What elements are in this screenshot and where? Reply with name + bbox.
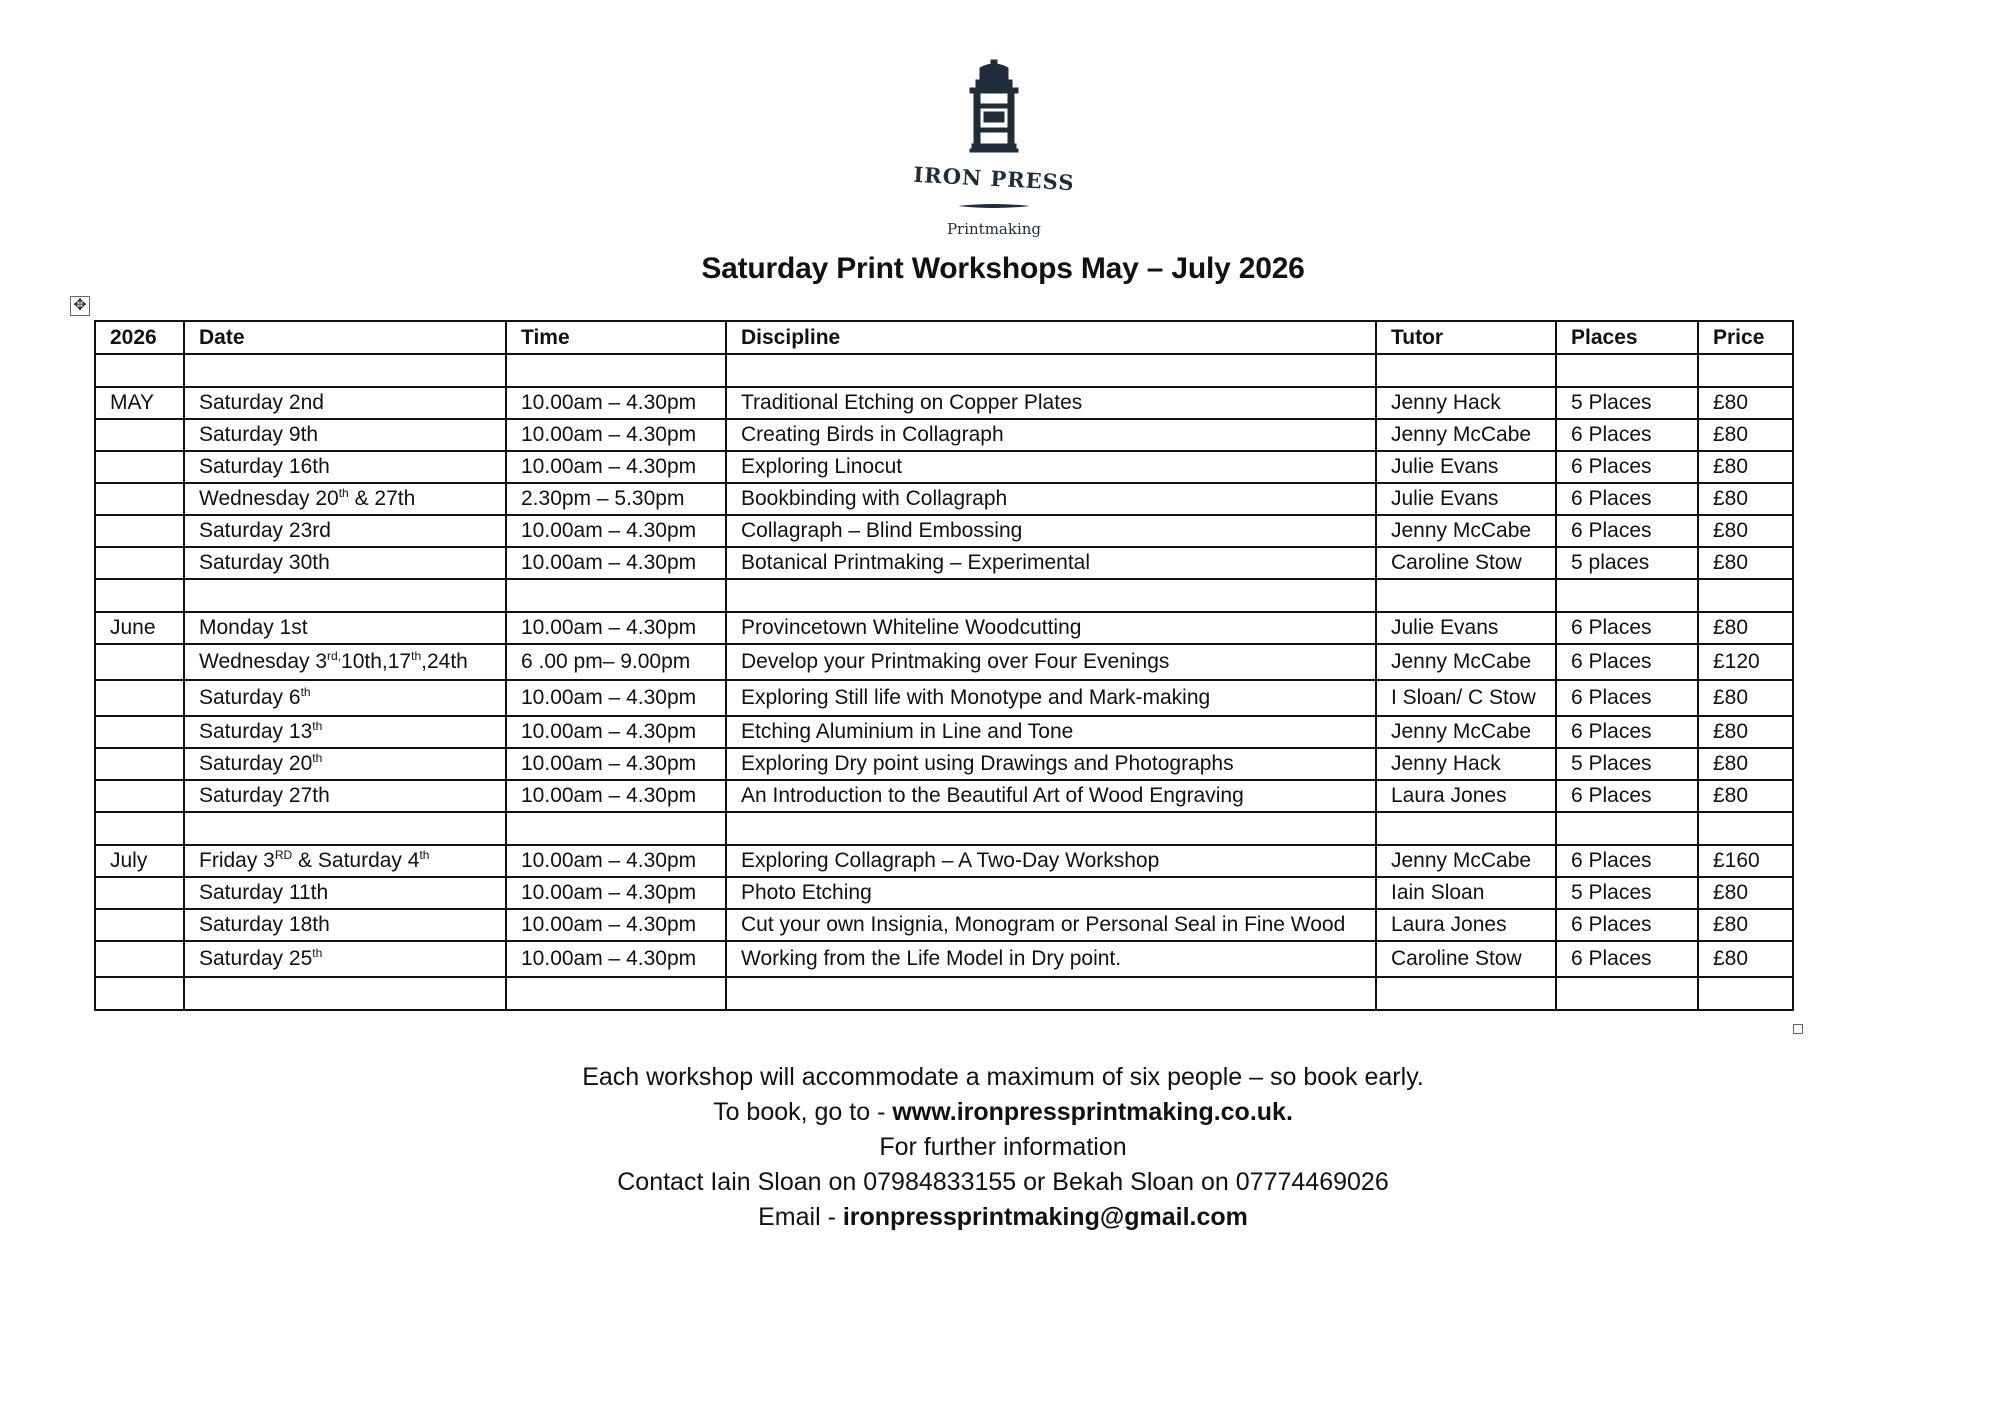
cell-time: 10.00am – 4.30pm bbox=[506, 419, 726, 451]
cell-places: 6 Places bbox=[1556, 845, 1698, 877]
empty-cell bbox=[1698, 579, 1793, 612]
spacer-row bbox=[95, 812, 1793, 845]
cell-time: 10.00am – 4.30pm bbox=[506, 612, 726, 644]
cell-discipline: Creating Birds in Collagraph bbox=[726, 419, 1376, 451]
workshop-schedule-table bbox=[94, 320, 1794, 1011]
cell-price: £160 bbox=[1698, 845, 1793, 877]
cell-date: Saturday 16th bbox=[184, 451, 506, 483]
empty-cell bbox=[726, 977, 1376, 1010]
cell-tutor: Jenny McCabe bbox=[1376, 419, 1556, 451]
cell-date: Saturday 11th bbox=[184, 877, 506, 909]
cell-price: £80 bbox=[1698, 680, 1793, 716]
cell-time: 6 .00 pm– 9.00pm bbox=[506, 644, 726, 680]
table-header-row bbox=[95, 321, 1793, 354]
cell-month bbox=[95, 909, 184, 941]
logo-name: IRON PRESS bbox=[912, 161, 1076, 196]
cell-price: £80 bbox=[1698, 716, 1793, 748]
cell-price: £80 bbox=[1698, 877, 1793, 909]
empty-cell bbox=[95, 354, 184, 387]
table-row bbox=[95, 612, 1793, 644]
cell-date: Saturday 25th bbox=[184, 941, 506, 977]
empty-cell bbox=[726, 354, 1376, 387]
empty-cell bbox=[506, 579, 726, 612]
footer-booking-line bbox=[0, 1095, 2006, 1130]
cell-time: 10.00am – 4.30pm bbox=[506, 716, 726, 748]
cell-discipline: Exploring Linocut bbox=[726, 451, 1376, 483]
table-row bbox=[95, 909, 1793, 941]
footer-capacity-note: Each workshop will accommodate a maximum of six people – so book early. bbox=[582, 1063, 1424, 1091]
empty-cell bbox=[726, 812, 1376, 845]
table-move-handle-icon[interactable]: ✥ bbox=[70, 296, 90, 316]
cell-time: 10.00am – 4.30pm bbox=[506, 909, 726, 941]
cell-tutor: I Sloan/ C Stow bbox=[1376, 680, 1556, 716]
cell-month: June bbox=[95, 612, 184, 644]
empty-cell bbox=[1376, 977, 1556, 1010]
empty-cell bbox=[506, 354, 726, 387]
booking-prefix: To book, go to - bbox=[713, 1098, 893, 1126]
cell-tutor: Caroline Stow bbox=[1376, 547, 1556, 579]
cell-price: £120 bbox=[1698, 644, 1793, 680]
cell-places: 5 Places bbox=[1556, 748, 1698, 780]
cell-places: 6 Places bbox=[1556, 941, 1698, 977]
cell-time: 10.00am – 4.30pm bbox=[506, 387, 726, 419]
cell-tutor: Jenny Hack bbox=[1376, 748, 1556, 780]
cell-price: £80 bbox=[1698, 748, 1793, 780]
cell-time: 10.00am – 4.30pm bbox=[506, 877, 726, 909]
cell-price: £80 bbox=[1698, 780, 1793, 812]
table-row bbox=[95, 941, 1793, 977]
footer-contact-phones: Contact Iain Sloan on 07984833155 or Bekah Sloan on 07774469026 bbox=[617, 1168, 1389, 1196]
cell-price: £80 bbox=[1698, 483, 1793, 515]
header-discipline: Discipline bbox=[726, 321, 1376, 354]
cell-tutor: Iain Sloan bbox=[1376, 877, 1556, 909]
table-row bbox=[95, 716, 1793, 748]
cell-discipline: Collagraph – Blind Embossing bbox=[726, 515, 1376, 547]
cell-month bbox=[95, 451, 184, 483]
cell-price: £80 bbox=[1698, 515, 1793, 547]
cell-tutor: Jenny McCabe bbox=[1376, 515, 1556, 547]
email-prefix: Email - bbox=[758, 1203, 843, 1231]
cell-date: Saturday 18th bbox=[184, 909, 506, 941]
cell-tutor: Jenny McCabe bbox=[1376, 716, 1556, 748]
cell-places: 5 Places bbox=[1556, 877, 1698, 909]
cell-time: 10.00am – 4.30pm bbox=[506, 515, 726, 547]
cell-date: Saturday 6th bbox=[184, 680, 506, 716]
cell-places: 6 Places bbox=[1556, 483, 1698, 515]
iron-press-logo bbox=[896, 58, 1092, 244]
cell-month: July bbox=[95, 845, 184, 877]
footer-further-info: For further information bbox=[879, 1133, 1127, 1161]
cell-month bbox=[95, 680, 184, 716]
cell-places: 6 Places bbox=[1556, 909, 1698, 941]
table-row bbox=[95, 680, 1793, 716]
cell-price: £80 bbox=[1698, 547, 1793, 579]
cell-discipline: Etching Aluminium in Line and Tone bbox=[726, 716, 1376, 748]
table-row bbox=[95, 877, 1793, 909]
cell-places: 6 Places bbox=[1556, 451, 1698, 483]
empty-cell bbox=[1698, 354, 1793, 387]
cell-places: 6 Places bbox=[1556, 716, 1698, 748]
table-row bbox=[95, 780, 1793, 812]
cell-discipline: Botanical Printmaking – Experimental bbox=[726, 547, 1376, 579]
table-row bbox=[95, 845, 1793, 877]
table-row bbox=[95, 483, 1793, 515]
cell-month: MAY bbox=[95, 387, 184, 419]
empty-cell bbox=[726, 579, 1376, 612]
empty-cell bbox=[184, 812, 506, 845]
cell-time: 10.00am – 4.30pm bbox=[506, 780, 726, 812]
cell-date: Saturday 20th bbox=[184, 748, 506, 780]
cell-places: 5 Places bbox=[1556, 387, 1698, 419]
table-body bbox=[95, 354, 1793, 1010]
cell-discipline: Exploring Still life with Monotype and Mark-making bbox=[726, 680, 1376, 716]
email-link[interactable]: ironpressprintmaking@gmail.com bbox=[842, 1203, 1248, 1231]
header-year: 2026 bbox=[95, 321, 184, 354]
cell-date: Monday 1st bbox=[184, 612, 506, 644]
cell-tutor: Laura Jones bbox=[1376, 780, 1556, 812]
table-row bbox=[95, 748, 1793, 780]
empty-cell bbox=[184, 579, 506, 612]
cell-month bbox=[95, 483, 184, 515]
printing-press-icon bbox=[896, 58, 1092, 168]
booking-website-link[interactable]: www.ironpressprintmaking.co.uk. bbox=[892, 1098, 1293, 1126]
header-date: Date bbox=[184, 321, 506, 354]
empty-cell bbox=[1698, 977, 1793, 1010]
table-row bbox=[95, 644, 1793, 680]
cell-month bbox=[95, 547, 184, 579]
cell-discipline: An Introduction to the Beautiful Art of Wood Engraving bbox=[726, 780, 1376, 812]
empty-cell bbox=[184, 977, 506, 1010]
table-resize-handle[interactable] bbox=[1793, 1024, 1803, 1034]
cell-places: 6 Places bbox=[1556, 419, 1698, 451]
cell-time: 10.00am – 4.30pm bbox=[506, 748, 726, 780]
empty-cell bbox=[1698, 812, 1793, 845]
footer-info bbox=[0, 1060, 2006, 1235]
cell-month bbox=[95, 716, 184, 748]
cell-tutor: Jenny McCabe bbox=[1376, 644, 1556, 680]
cell-discipline: Provincetown Whiteline Woodcutting bbox=[726, 612, 1376, 644]
cell-tutor: Laura Jones bbox=[1376, 909, 1556, 941]
cell-date: Saturday 23rd bbox=[184, 515, 506, 547]
cell-price: £80 bbox=[1698, 451, 1793, 483]
cell-date: Wednesday 20th & 27th bbox=[184, 483, 506, 515]
table-row bbox=[95, 419, 1793, 451]
empty-cell bbox=[1556, 977, 1698, 1010]
cell-month bbox=[95, 515, 184, 547]
table-row bbox=[95, 451, 1793, 483]
cell-tutor: Julie Evans bbox=[1376, 451, 1556, 483]
cell-discipline: Bookbinding with Collagraph bbox=[726, 483, 1376, 515]
cell-discipline: Traditional Etching on Copper Plates bbox=[726, 387, 1376, 419]
cell-date: Saturday 13th bbox=[184, 716, 506, 748]
page-title: Saturday Print Workshops May – July 2026 bbox=[701, 252, 1305, 285]
cell-month bbox=[95, 644, 184, 680]
cell-price: £80 bbox=[1698, 419, 1793, 451]
footer-email-line bbox=[0, 1200, 2006, 1235]
header-price: Price bbox=[1698, 321, 1793, 354]
cell-places: 6 Places bbox=[1556, 644, 1698, 680]
cell-places: 5 places bbox=[1556, 547, 1698, 579]
cell-date: Saturday 30th bbox=[184, 547, 506, 579]
spacer-row bbox=[95, 977, 1793, 1010]
cell-places: 6 Places bbox=[1556, 680, 1698, 716]
empty-cell bbox=[95, 579, 184, 612]
cell-price: £80 bbox=[1698, 941, 1793, 977]
cell-price: £80 bbox=[1698, 909, 1793, 941]
empty-cell bbox=[184, 354, 506, 387]
empty-cell bbox=[1376, 812, 1556, 845]
cell-price: £80 bbox=[1698, 612, 1793, 644]
cell-time: 10.00am – 4.30pm bbox=[506, 941, 726, 977]
cell-month bbox=[95, 877, 184, 909]
cell-price: £80 bbox=[1698, 387, 1793, 419]
cell-time: 2.30pm – 5.30pm bbox=[506, 483, 726, 515]
cell-date: Saturday 27th bbox=[184, 780, 506, 812]
cell-time: 10.00am – 4.30pm bbox=[506, 845, 726, 877]
header-time: Time bbox=[506, 321, 726, 354]
cell-discipline: Exploring Dry point using Drawings and Photographs bbox=[726, 748, 1376, 780]
empty-cell bbox=[95, 812, 184, 845]
cell-tutor: Julie Evans bbox=[1376, 612, 1556, 644]
cell-discipline: Develop your Printmaking over Four Evenings bbox=[726, 644, 1376, 680]
empty-cell bbox=[1376, 354, 1556, 387]
cell-time: 10.00am – 4.30pm bbox=[506, 451, 726, 483]
cell-tutor: Caroline Stow bbox=[1376, 941, 1556, 977]
cell-month bbox=[95, 419, 184, 451]
cell-discipline: Cut your own Insignia, Monogram or Personal Seal in Fine Wood bbox=[726, 909, 1376, 941]
cell-tutor: Jenny Hack bbox=[1376, 387, 1556, 419]
cell-month bbox=[95, 748, 184, 780]
cell-month bbox=[95, 941, 184, 977]
cell-time: 10.00am – 4.30pm bbox=[506, 547, 726, 579]
cell-discipline: Exploring Collagraph – A Two-Day Workshop bbox=[726, 845, 1376, 877]
spacer-row bbox=[95, 579, 1793, 612]
table-row bbox=[95, 515, 1793, 547]
cell-time: 10.00am – 4.30pm bbox=[506, 680, 726, 716]
empty-cell bbox=[1556, 354, 1698, 387]
empty-cell bbox=[1556, 579, 1698, 612]
empty-cell bbox=[1556, 812, 1698, 845]
logo-subtitle: Printmaking bbox=[946, 220, 1042, 238]
cell-date: Saturday 9th bbox=[184, 419, 506, 451]
empty-cell bbox=[1376, 579, 1556, 612]
logo-divider bbox=[956, 202, 1032, 210]
empty-cell bbox=[95, 977, 184, 1010]
cell-places: 6 Places bbox=[1556, 515, 1698, 547]
cell-tutor: Julie Evans bbox=[1376, 483, 1556, 515]
empty-cell bbox=[506, 977, 726, 1010]
cell-date: Wednesday $3^{rd,}10th,17th,24th$ bbox=[184, 644, 506, 680]
table-row bbox=[95, 387, 1793, 419]
cell-tutor: Jenny McCabe bbox=[1376, 845, 1556, 877]
cell-discipline: Working from the Life Model in Dry point. bbox=[726, 941, 1376, 977]
cell-date: Saturday 2nd bbox=[184, 387, 506, 419]
cell-date: Friday 3RD & Saturday 4th bbox=[184, 845, 506, 877]
spacer-row bbox=[95, 354, 1793, 387]
empty-cell bbox=[506, 812, 726, 845]
cell-month bbox=[95, 780, 184, 812]
cell-places: 6 Places bbox=[1556, 612, 1698, 644]
table-row bbox=[95, 547, 1793, 579]
cell-places: 6 Places bbox=[1556, 780, 1698, 812]
cell-discipline: Photo Etching bbox=[726, 877, 1376, 909]
header-tutor: Tutor bbox=[1376, 321, 1556, 354]
header-places: Places bbox=[1556, 321, 1698, 354]
